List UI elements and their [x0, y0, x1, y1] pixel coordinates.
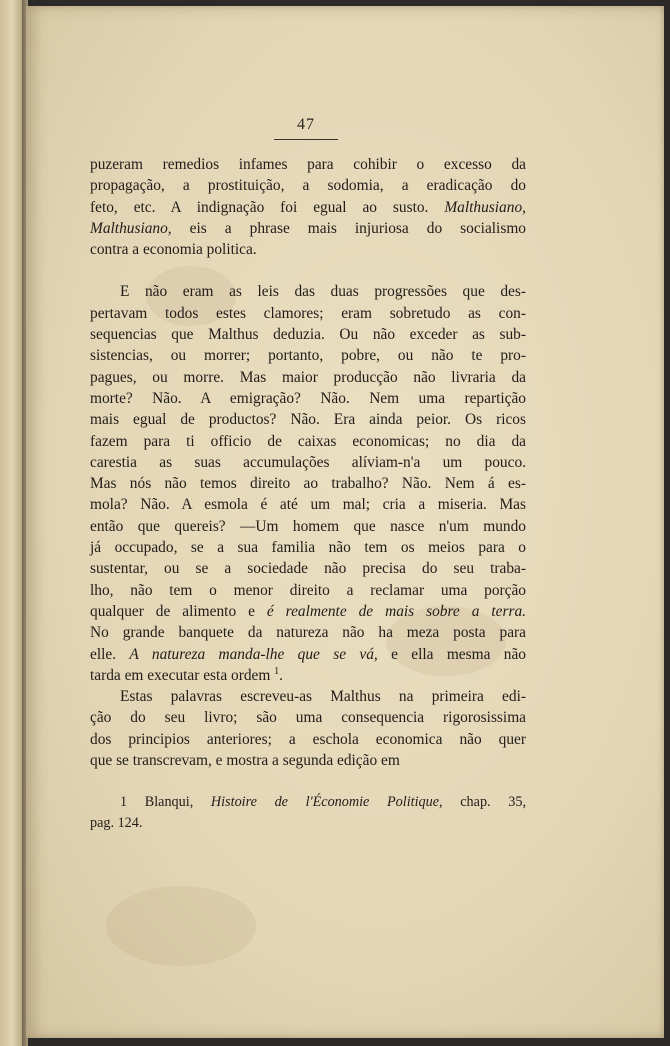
- text-segment: contra a economia politica.: [90, 241, 257, 259]
- text-line: [90, 558, 526, 579]
- text-line: [90, 686, 526, 707]
- text-line: [90, 239, 526, 260]
- text-line: [90, 345, 526, 366]
- text-line: [90, 813, 526, 834]
- italic-text: é realmente de mais sobre a terra.: [266, 602, 526, 620]
- text-segment: fazem para ti officio de caixas economicas; no dia da: [90, 432, 526, 450]
- paragraph-1: [90, 154, 526, 260]
- italic-text: Malthusiano,: [90, 219, 172, 237]
- text-line: [90, 431, 526, 452]
- text-segment: qualquer de alimento e: [90, 602, 267, 620]
- text-line: [90, 729, 526, 750]
- text-line: [90, 665, 526, 686]
- text-segment: pag. 124.: [90, 815, 143, 831]
- left-page-edge: [0, 0, 22, 1046]
- text-line: [90, 324, 526, 345]
- text-line: [90, 601, 526, 622]
- italic-text: Histoire de l'Économie Politique: [210, 794, 440, 810]
- text-segment: mola? Não. A esmola é até um mal; cria a miseria. Mas: [90, 496, 526, 514]
- text-segment: tarda em executar esta ordem: [90, 666, 275, 684]
- text-segment: No grande banquete da natureza não ha meza posta para: [90, 624, 526, 642]
- text-line: [90, 281, 526, 302]
- text-segment: dos principios anteriores; a eschola economica não quer: [90, 730, 526, 748]
- text-line: [90, 388, 526, 409]
- text-segment: já occupado, se a sua familia não tem os meios para o: [90, 539, 526, 557]
- page-number: 47: [297, 116, 315, 133]
- footnote: [90, 792, 526, 834]
- text-segment: propagação, a prostituição, a sodomia, a eradicação do: [90, 177, 526, 195]
- text-line: [90, 154, 526, 175]
- text-line: [90, 452, 526, 473]
- page: [26, 6, 664, 1038]
- text-segment: puzeram remedios infames para cohibir o excesso da: [90, 156, 526, 173]
- text-segment: ção do seu livro; são uma consequencia rigorosissima: [90, 709, 526, 727]
- italic-text: Malthusiano,: [444, 198, 526, 216]
- paragraph-2: [90, 281, 526, 686]
- text-line: [90, 580, 526, 601]
- italic-text: A natureza manda-lhe que se vá,: [129, 645, 378, 663]
- text-segment: Blanqui,: [127, 794, 211, 810]
- text-line: [90, 750, 526, 771]
- text-line: [90, 537, 526, 558]
- text-line: [90, 494, 526, 515]
- text-line: [90, 303, 526, 324]
- body-text: [90, 154, 526, 771]
- text-line: [90, 792, 526, 813]
- text-segment: sequencias que Malthus deduzia. Ou não exceder as sub-: [90, 326, 526, 344]
- text-segment: morte? Não. A emigração? Não. Nem uma repartição: [90, 389, 526, 407]
- text-segment: Mas nós não temos direito ao trabalho? Não. Nem á es-: [90, 475, 526, 493]
- text-segment: sustentar, ou se a sociedade não precisa do seu traba-: [90, 560, 526, 578]
- text-line: [90, 367, 526, 388]
- text-line: [90, 218, 526, 239]
- text-line: [90, 707, 526, 728]
- text-segment: pertavam todos estes clamores; eram sobretudo as con-: [90, 304, 526, 322]
- text-segment: feto, etc. A indignação foi egual ao susto.: [90, 198, 445, 216]
- text-segment: lho, não tem o menor direito a reclamar uma porção: [90, 581, 526, 599]
- text-segment: 1: [120, 794, 128, 810]
- text-segment: .: [279, 666, 284, 684]
- footnote-marker: 1: [274, 665, 280, 677]
- text-segment: que se transcrevam, e mostra a segunda edição em: [90, 752, 400, 770]
- text-line: [90, 622, 526, 643]
- text-segment: e ella mesma não: [377, 645, 526, 663]
- paper-stain: [106, 886, 256, 966]
- text-line: [90, 473, 526, 494]
- text-segment: E não eram as leis das duas progressões que des-: [120, 283, 526, 301]
- text-line: [90, 644, 526, 665]
- text-line: [90, 516, 526, 537]
- text-line: [90, 409, 526, 430]
- paragraph-3: [90, 686, 526, 771]
- text-segment: mais egual de productos? Não. Era ainda peior. Os ricos: [90, 411, 526, 429]
- text-segment: , chap. 35,: [439, 794, 526, 810]
- text-segment: elle.: [90, 645, 130, 663]
- text-segment: então que quereis? —Um homem que nasce n'um mundo: [90, 517, 526, 535]
- text-segment: pagues, ou morre. Mas maior producção não livraria da: [90, 368, 526, 386]
- text-line: [90, 175, 526, 196]
- page-number-rule: [274, 139, 338, 140]
- text-segment: Estas palavras escreveu-as Malthus na primeira edi-: [120, 688, 526, 706]
- text-segment: carestia as suas accumulações alíviam-n'a um pouco.: [90, 453, 526, 471]
- text-segment: eis a phrase mais injuriosa do socialismo: [171, 219, 526, 237]
- text-line: [90, 197, 526, 218]
- text-segment: sistencias, ou morrer; portanto, pobre, ou não te pro-: [90, 347, 526, 365]
